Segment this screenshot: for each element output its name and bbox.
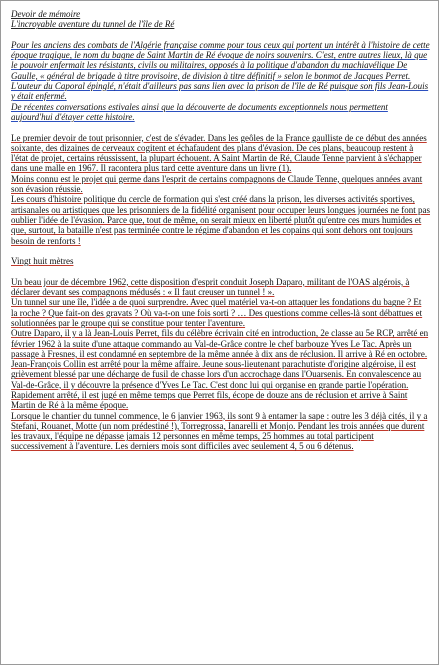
body-paragraph-worksite: Lorsque le chantier du tunnel commence, le 6 janvier 1963, ils sont 9 à entamer la sape : outre les 3 déjà cités, il y a Stefani, Rouanet, Motte (un nom prédestiné !), Torregrossa, Ianarelli et Monjo. Pendant les trois années que durent les travaux, l'équipe ne dépasse jamais 12 personnes en même temps, 25 hommes au total participent successivement à l'aventure. Les derniers mois sont difficiles avec seulement 4, 5 ou 6 détenus. [11,410,428,452]
body-paragraph-december: Un beau jour de décembre 1962, cette disposition d'esprit conduit Joseph Daparo, militant de l'OAS algérois, à déclarer devant ses compagnons médusés : « Il faut creuser un tunnel ! ». [11,276,410,298]
document-body [11,9,430,660]
body-paragraph-activities: Les cours d'histoire politique du cercle de formation qui s'est créé dans la prison, les diverses activités sportives, artisanales ou artistiques que les prisonniers de la fidélité organisent pour occuper leurs longues journées ne font pas oublier l'idée de l'évasion. Parce que, tout de même, on serait mieux en liberté plutôt qu'entre ces murs humides et que, surtout, la bataille n'est pas terminée contre le régime d'abandon et les copains qui sont dehors ont toujours besoin de renforts ! [11,194,430,246]
document-subtitle: L'incroyable aventure du tunnel de l'île de Ré [11,19,175,30]
body-paragraph-perret: Outre Daparo, il y a là Jean-Louis Perret, fils du célèbre écrivain cité en introduction, 2e classe au 5e RCP, arrêté en février 1962 à la suite d'une attaque commando au Val-de-Grâce contre le chef barbouze Yves Le Tac. Après un passage à Fresnes, il est condamné en septembre de la même année à dix ans de réclusion. Il arrive à Ré en octobre. [11,328,429,359]
spacer [11,246,430,256]
spacer [11,30,430,40]
body-paragraph-escape: Le premier devoir de tout prisonnier, c'est de s'évader. Dans les geôles de la France gaulliste de ce début des années soixante, des dizaines de cerveaux cogitent et échafaudent des plans d'évasion. De ces plans, beaucoup restent à l'état de projet, certains réussissent, la plupart échouent. A Saint Martin de Ré, Claude Tenne parvient à s'échapper dans une malle en 1967. Il racontera plus tard cette aventure dans un livre (1). [11,132,427,174]
intro-followup: De récentes conversations estivales ainsi que la découverte de documents exceptionnels nous permettent aujourd'hui d'étayer cette histoire. [11,101,388,122]
intro-paragraph: Pour les anciens des combats de l'Algérie française comme pour tous ceux qui portent un intérêt à l'histoire de cette époque tragique, le nom du bagne de Saint Martin de Ré évoque de noirs souvenirs. C'est, entre autres lieux, là que le pouvoir enfermait les résistants, civils ou militaires, opposés à la politique d'abandon du machiavélique De Gaulle, « général de brigade à titre provisoire, de division à titre définitif » selon le bonmot de Jacques Perret. L'auteur du Caporal épinglé, n'était d'ailleurs pas sans lien avec la prison de l'île de Ré puisque son fils Jean-Louis y était enfermé. [11,39,430,102]
body-paragraph-questions: Un tunnel sur une île, l'idée a de quoi surprendre. Avec quel matériel va-t-on attaquer les fondations du bagne ? Et la roche ? Que fait-on des gravats ? Où va-t-on une fois sorti ? … Des questions comme celles-là sont débattues et solutionnées par le groupe qui se constitue pour tenter l'aventure. [11,297,423,328]
document-title: Devoir de mémoire [11,9,81,19]
spacer [11,122,430,132]
body-paragraph-project: Moins connu est le projet qui germe dans l'esprit de certains compagnons de Claude Tenne, quelques années avant son évasion réussie. [11,173,423,195]
section-heading: Vingt huit mètres [11,256,74,267]
body-paragraph-collin: Jean-François Collin est arrêté pour la même affaire. Jeune sous-lieutenant parachutiste d'origine algéroise, il est grièvement blessé par une décharge de fusil de chasse lors d'un accrochage dans l'Ouarsenis. En convalescence au Val-de-Grâce, il y découvre la présence d'Yves Le Tac. C'est donc lui qui organise en grande partie l'opération. Rapidement arrêté, il est jugé en même temps que Perret fils, écope de douze ans de réclusion et arrive à Saint Martin de Ré à la même époque. [11,359,422,411]
spacer [11,266,430,276]
